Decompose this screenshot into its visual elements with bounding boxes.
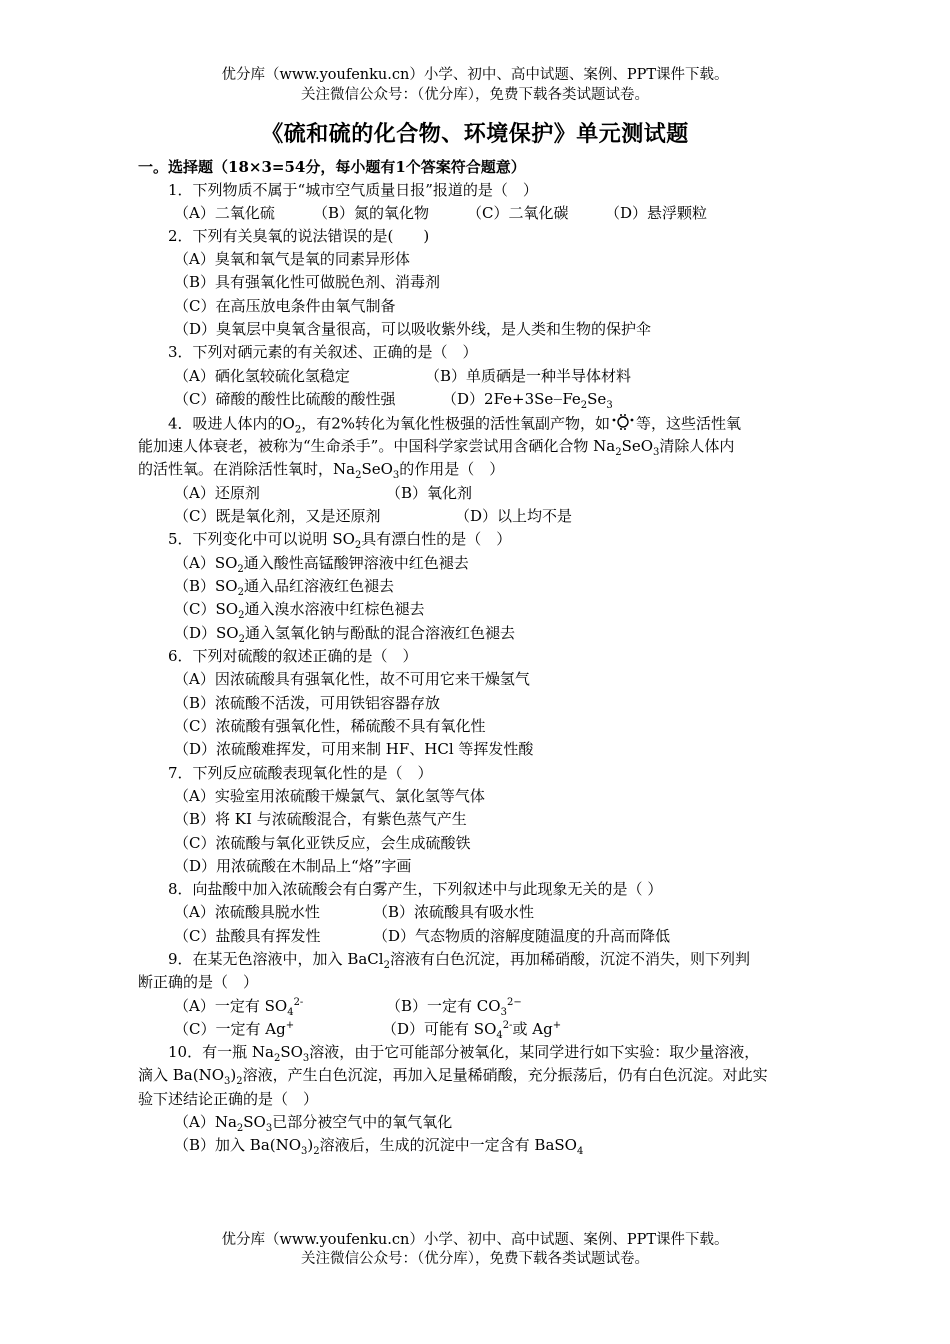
page-title: 《硫和硫的化合物、环境保护》单元测试题 — [261, 121, 689, 147]
q5-option-d: $(D)SO_2$通入氢氧化钠与酚酞的混合溶液红色褪去 — [174, 624, 515, 645]
q3-option-b: （B）单质硒是一种半导体材料 — [425, 367, 632, 385]
q6-option-b: （B）浓硫酸不活泼，可用铁铝容器存放 — [174, 694, 441, 712]
q4-line-3: 的活性氧。在消除活性氧时，$Na_2SeO_3$的作用是（ ） — [138, 460, 505, 481]
q2-option-a: （A）臭氧和氧气是氧的同素异形体 — [174, 250, 410, 268]
q6-option-a: （A）因浓硫酸具有强氧化性，故不可用它来干燥氢气 — [174, 670, 530, 688]
q7-stem: 7．下列反应硫酸表现氧化性的是（ ） — [168, 764, 433, 782]
header-line-2: 关注微信公众号：（优分库），免费下载各类试题试卷。 — [301, 87, 649, 103]
q7-option-c: （C）浓硫酸与氧化亚铁反应，会生成硫酸铁 — [174, 834, 471, 852]
q5-option-b: $(B)SO_2$通入品红溶液红色褪去 — [174, 577, 394, 598]
q7-option-d: （D）用浓硫酸在木制品上“烙”字画 — [174, 857, 412, 875]
q9-option-a: （A）一定有 $SO_4^{2-}$ — [174, 997, 304, 1018]
q10-line-2: 滴入 $Ba(NO_3)_2$溶液，产生白色沉淀，再加入足量稀硝酸，充分振荡后，仍有白色沉淀。对此实 — [138, 1066, 768, 1087]
q2-option-b: （B）具有强氧化性可做脱色剂、消毒剂 — [174, 273, 441, 291]
q2-stem: 2．下列有关臭氧的说法错误的是( ) — [168, 227, 430, 245]
header-line-1: 优分库（www.youfenku.cn）小学、初中、高中试题、案例、PPT课件下载。 — [221, 67, 729, 83]
q1-option-a: （A）二氧化硫 — [174, 204, 275, 222]
q4-line-1: 4．吸进人体内的$O_2$，有2%转化为氧化性极强的活性氧副产物，如 等，这些活性氧 — [168, 414, 742, 436]
footer-line-2: 关注微信公众号：（优分库），免费下载各类试题试卷。 — [301, 1251, 649, 1267]
oxygen-radical-icon — [611, 413, 635, 436]
q8-option-a: （A）浓硫酸具脱水性 — [174, 903, 320, 921]
q9-option-b: （B）一定有 $CO_3^{2-}$ — [386, 997, 522, 1018]
q4-option-b: （B）氧化剂 — [386, 484, 473, 502]
q10-option-a: $(A)Na_2SO_3$已部分被空气中的氧气氧化 — [174, 1113, 453, 1134]
q6-option-d: （D）浓硫酸难挥发，可用来制 HF、HCl 等挥发性酸 — [174, 740, 534, 758]
q4-line-2: 能加速人体衰老，被称为“生命杀手”。中国科学家尝试用含硒化合物 $Na_2SeO_3$清除人体内 — [138, 437, 735, 458]
q5-stem: 5．下列变化中可以说明 $SO_2$具有漂白性的是（ ） — [168, 530, 512, 551]
q8-option-b: （B）浓硫酸具有吸水性 — [373, 903, 535, 921]
q4-option-c: （C）既是氧化剂，又是还原剂 — [174, 507, 381, 525]
q8-option-d: （D）气态物质的溶解度随温度的升高而降低 — [373, 927, 671, 945]
q10-option-b: （B）加入 $Ba(NO_3)_2$溶液后，生成的沉淀中一定含有 BaSO$_4$ — [174, 1136, 584, 1157]
q1-option-d: （D）悬浮颗粒 — [605, 204, 708, 222]
q9-line-1: 9．在某无色溶液中，加入 BaCl$_2$溶液有白色沉淀，再加稀硝酸，沉淀不消失，则下列判 — [168, 950, 750, 971]
q8-stem: 8．向盐酸中加入浓硫酸会有白雾产生，下列叙述中与此现象无关的是（ ） — [168, 880, 663, 898]
q9-option-d: （D）可能有 $SO_4^{2-}$或 Ag+ — [382, 1020, 562, 1041]
q1-option-b: （B）氮的氧化物 — [313, 204, 430, 222]
q2-option-d: （D）臭氧层中臭氧含量很高，可以吸收紫外线，是人类和生物的保护伞 — [174, 320, 652, 338]
q7-option-b: （B）将 KI 与浓硫酸混合，有紫色蒸气产生 — [174, 810, 467, 828]
q10-line-3: 验下述结论正确的是（ ） — [138, 1090, 319, 1108]
q3-option-d: $(D)2Fe+3Se—Fe_2Se_3$ — [442, 390, 613, 411]
q3-stem: 3．下列对硒元素的有关叙述、正确的是（ ） — [168, 343, 478, 361]
q9-option-c: （C）一定有 Ag+ — [174, 1020, 295, 1038]
section-heading: 一。选择题（18×3=54分，每小题有1个答案符合题意） — [138, 158, 526, 176]
q5-option-a: $(A)SO_2$通入酸性高锰酸钾溶液中红色褪去 — [174, 554, 469, 575]
q3-option-a: （A）硒化氢较硫化氢稳定 — [174, 367, 350, 385]
q9-line-2: 断正确的是（ ） — [138, 973, 259, 991]
q4-option-d: （D）以上均不是 — [455, 507, 573, 525]
q6-stem: 6．下列对硫酸的叙述正确的是（ ） — [168, 647, 418, 665]
q2-option-c: （C）在高压放电条件由氧气制备 — [174, 297, 396, 315]
q10-line-1: 10．有一瓶 $Na_2SO_3$溶液，由于它可能部分被氧化，某同学进行如下实验：取少量溶液， — [168, 1043, 760, 1064]
q7-option-a: （A）实验室用浓硫酸干燥氯气、氯化氢等气体 — [174, 787, 485, 805]
q1-stem: 1．下列物质不属于“城市空气质量日报”报道的是（ ） — [168, 181, 538, 199]
q8-option-c: （C）盐酸具有挥发性 — [174, 927, 321, 945]
q5-option-c: $(C)SO_2$通入溴水溶液中红棕色褪去 — [174, 600, 425, 621]
footer-line-1: 优分库（www.youfenku.cn）小学、初中、高中试题、案例、PPT课件下载。 — [221, 1232, 729, 1248]
q1-option-c: （C）二氧化碳 — [467, 204, 569, 222]
reaction-arrow: — — [553, 395, 563, 405]
q6-option-c: （C）浓硫酸有强氧化性，稀硫酸不具有氧化性 — [174, 717, 486, 735]
q3-option-c: （C）碲酸的酸性比硫酸的酸性强 — [174, 390, 396, 408]
q4-option-a: （A）还原剂 — [174, 484, 260, 502]
